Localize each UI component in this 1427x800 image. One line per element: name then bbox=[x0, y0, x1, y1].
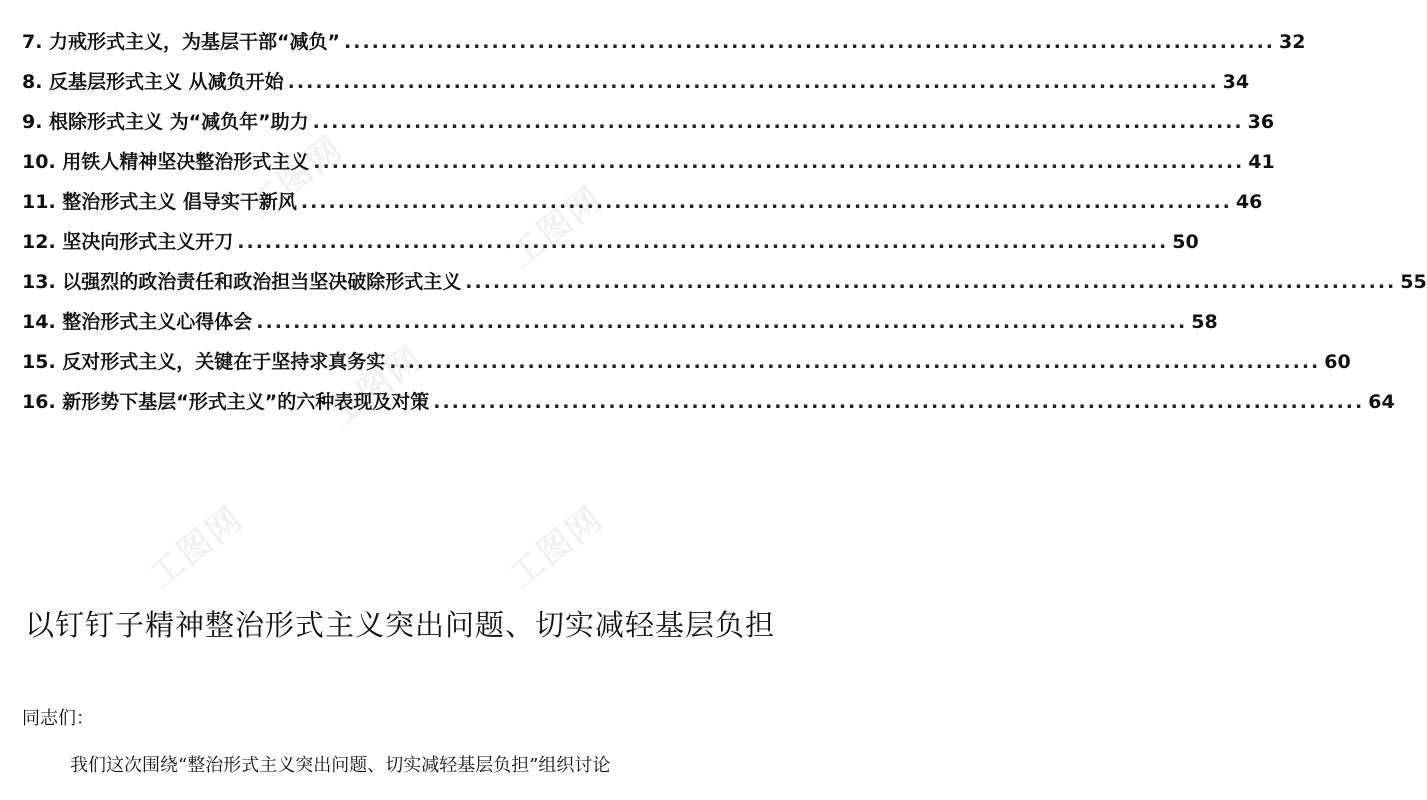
toc-dot-leader: ..................................................................................................... bbox=[312, 111, 1244, 133]
watermark: 工图网 bbox=[501, 178, 612, 277]
toc-entry-title: 10. 用铁人精神坚决整治形式主义 bbox=[22, 151, 310, 173]
toc-entry[interactable] bbox=[22, 342, 1351, 382]
watermark: 工图网 bbox=[501, 498, 612, 597]
toc-page-number: 55 bbox=[1400, 271, 1427, 293]
salutation: 同志们： bbox=[22, 708, 94, 729]
toc-page-number: 50 bbox=[1172, 231, 1199, 253]
toc-page-number: 64 bbox=[1368, 391, 1395, 413]
toc-entry[interactable] bbox=[22, 222, 1199, 262]
toc-dot-leader: ..................................................................................................... bbox=[256, 311, 1188, 333]
toc-entry[interactable] bbox=[22, 142, 1275, 182]
watermark: 工图网 bbox=[321, 338, 432, 437]
toc-entry[interactable] bbox=[22, 182, 1263, 222]
toc-entry-title: 16. 新形势下基层“形式主义”的六种表现及对策 bbox=[22, 391, 430, 413]
toc-entry-title: 8. 反基层形式主义 从减负开始 bbox=[22, 71, 284, 93]
article-title: 以钉钉子精神整治形式主义突出问题、切实减轻基层负担 bbox=[24, 608, 775, 642]
toc-page-number: 36 bbox=[1247, 111, 1275, 133]
watermark: 工图网 bbox=[241, 128, 352, 227]
toc-page-number: 58 bbox=[1191, 311, 1218, 333]
toc-dot-leader: ..................................................................................................... bbox=[344, 31, 1276, 53]
toc-dot-leader: ..................................................................................................... bbox=[465, 271, 1397, 293]
toc-entry-title: 14. 整治形式主义心得体会 bbox=[22, 311, 253, 333]
toc-entry[interactable] bbox=[22, 62, 1250, 102]
toc-page-number: 46 bbox=[1235, 191, 1263, 213]
toc-entry-title: 11. 整治形式主义 倡导实干新风 bbox=[22, 191, 297, 213]
toc-dot-leader: ..................................................................................................... bbox=[313, 151, 1245, 173]
toc-entry-title: 15. 反对形式主义，关键在于坚持求真务实 bbox=[22, 351, 386, 373]
toc-page-number: 32 bbox=[1279, 31, 1306, 53]
toc-entry-title: 12. 坚决向形式主义开刀 bbox=[22, 231, 234, 253]
toc-entry[interactable] bbox=[22, 382, 1395, 422]
toc-dot-leader: ..................................................................................................... bbox=[300, 191, 1232, 213]
toc-entry[interactable] bbox=[22, 302, 1218, 342]
body-paragraph: 我们这次围绕“整治形式主义突出问题、切实减轻基层负担”组织讨论 bbox=[70, 755, 611, 776]
toc-page-number: 60 bbox=[1324, 351, 1351, 373]
toc-entry[interactable] bbox=[22, 262, 1427, 302]
toc-entry-title: 13. 以强烈的政治责任和政治担当坚决破除形式主义 bbox=[22, 271, 462, 293]
toc-entry[interactable] bbox=[22, 22, 1306, 62]
watermark: 工图网 bbox=[141, 498, 252, 597]
table-of-contents bbox=[22, 22, 1427, 422]
toc-entry-title: 9. 根除形式主义 为“减负年”助力 bbox=[22, 111, 309, 133]
toc-dot-leader: ..................................................................................................... bbox=[287, 71, 1219, 93]
toc-dot-leader: ..................................................................................................... bbox=[237, 231, 1169, 253]
toc-entry[interactable] bbox=[22, 102, 1275, 142]
toc-page-number: 34 bbox=[1222, 71, 1250, 93]
toc-entry-title: 7. 力戒形式主义，为基层干部“减负” bbox=[22, 31, 341, 53]
toc-page-number: 41 bbox=[1248, 151, 1275, 173]
toc-dot-leader: ..................................................................................................... bbox=[389, 351, 1321, 373]
toc-dot-leader: ..................................................................................................... bbox=[433, 391, 1365, 413]
